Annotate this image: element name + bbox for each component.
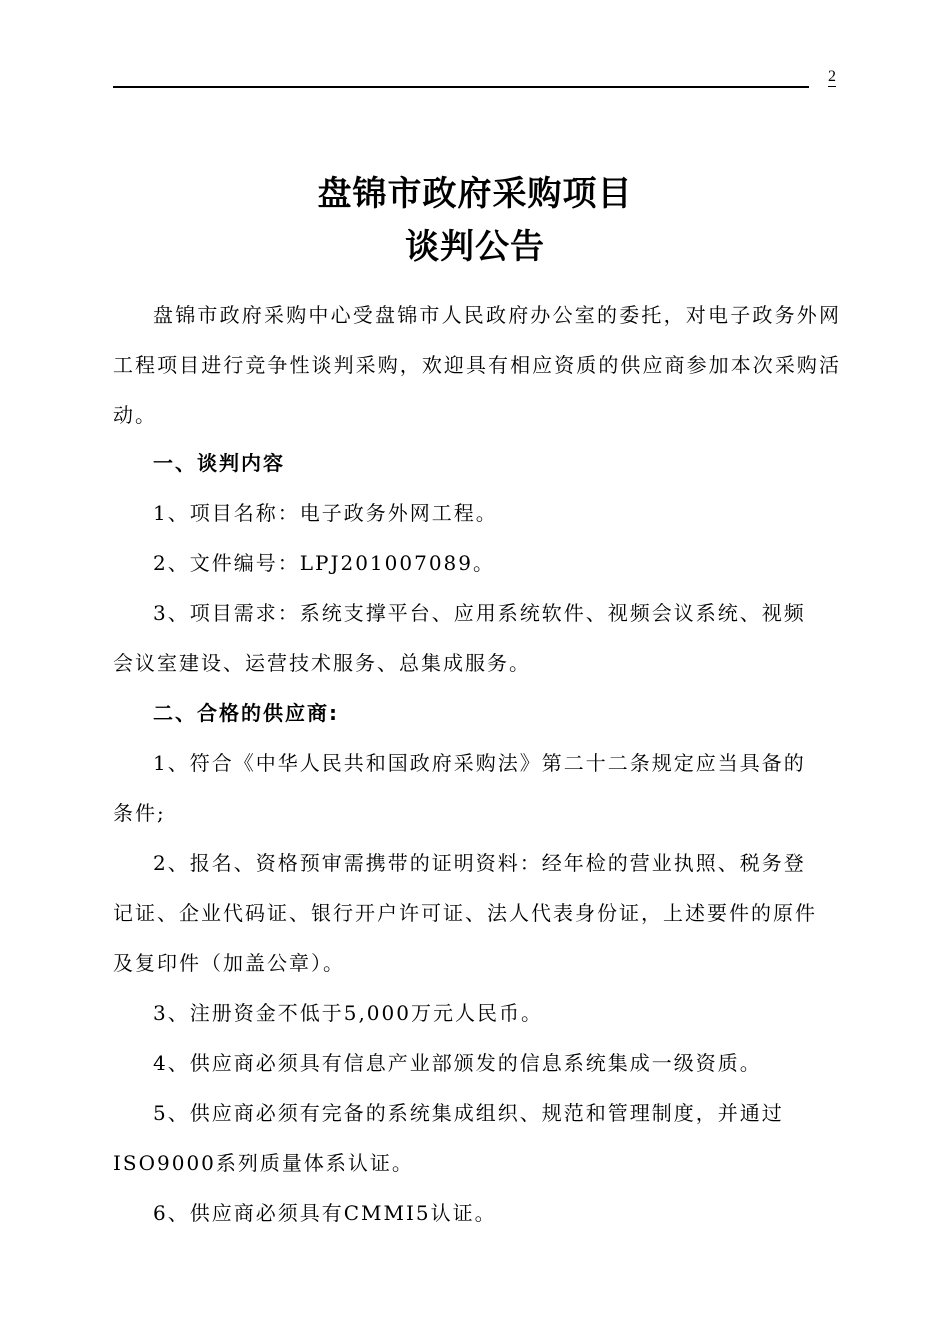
list-item: 6、供应商必须具有CMMI5认证。 bbox=[153, 1201, 497, 1225]
list-item-continuation: ISO9000系列质量体系认证。 bbox=[113, 1151, 414, 1175]
list-item: 4、供应商必须具有信息产业部颁发的信息系统集成一级资质。 bbox=[153, 1051, 762, 1075]
list-item: 2、文件编号：LPJ201007089。 bbox=[153, 551, 496, 575]
list-item: 3、项目需求：系统支撑平台、应用系统软件、视频会议系统、视频 bbox=[153, 601, 806, 625]
document-title: 盘锦市政府采购项目 bbox=[317, 174, 633, 214]
list-item-continuation: 及复印件（加盖公章）。 bbox=[113, 951, 345, 975]
list-item: 3、注册资金不低于5,000万元人民币。 bbox=[153, 1001, 543, 1025]
list-item-continuation: 条件; bbox=[113, 801, 166, 825]
list-item-continuation: 会议室建设、运营技术服务、总集成服务。 bbox=[113, 651, 531, 675]
page-number: 2 bbox=[828, 68, 836, 85]
intro-paragraph: 盘锦市政府采购中心受盘锦市人民政府办公室的委托，对电子政务外网工程项目进行竞争性谈判采购，欢迎具有相应资质的供应商参加本次采购活动。 bbox=[113, 303, 841, 427]
list-item: 1、符合《中华人民共和国政府采购法》第二十二条规定应当具备的 bbox=[153, 751, 806, 775]
header-rule bbox=[113, 86, 809, 88]
list-item: 2、报名、资格预审需携带的证明资料：经年检的营业执照、税务登 bbox=[153, 851, 806, 875]
section-heading-negotiation: 一、谈判内容 bbox=[153, 451, 285, 475]
list-item: 1、项目名称：电子政务外网工程。 bbox=[153, 501, 498, 525]
section-heading-suppliers: 二、合格的供应商: bbox=[153, 701, 339, 725]
list-item: 5、供应商必须有完备的系统集成组织、规范和管理制度，并通过 bbox=[153, 1101, 784, 1125]
list-item-continuation: 记证、企业代码证、银行开户许可证、法人代表身份证，上述要件的原件 bbox=[113, 901, 817, 925]
document-subtitle: 谈判公告 bbox=[405, 227, 545, 267]
